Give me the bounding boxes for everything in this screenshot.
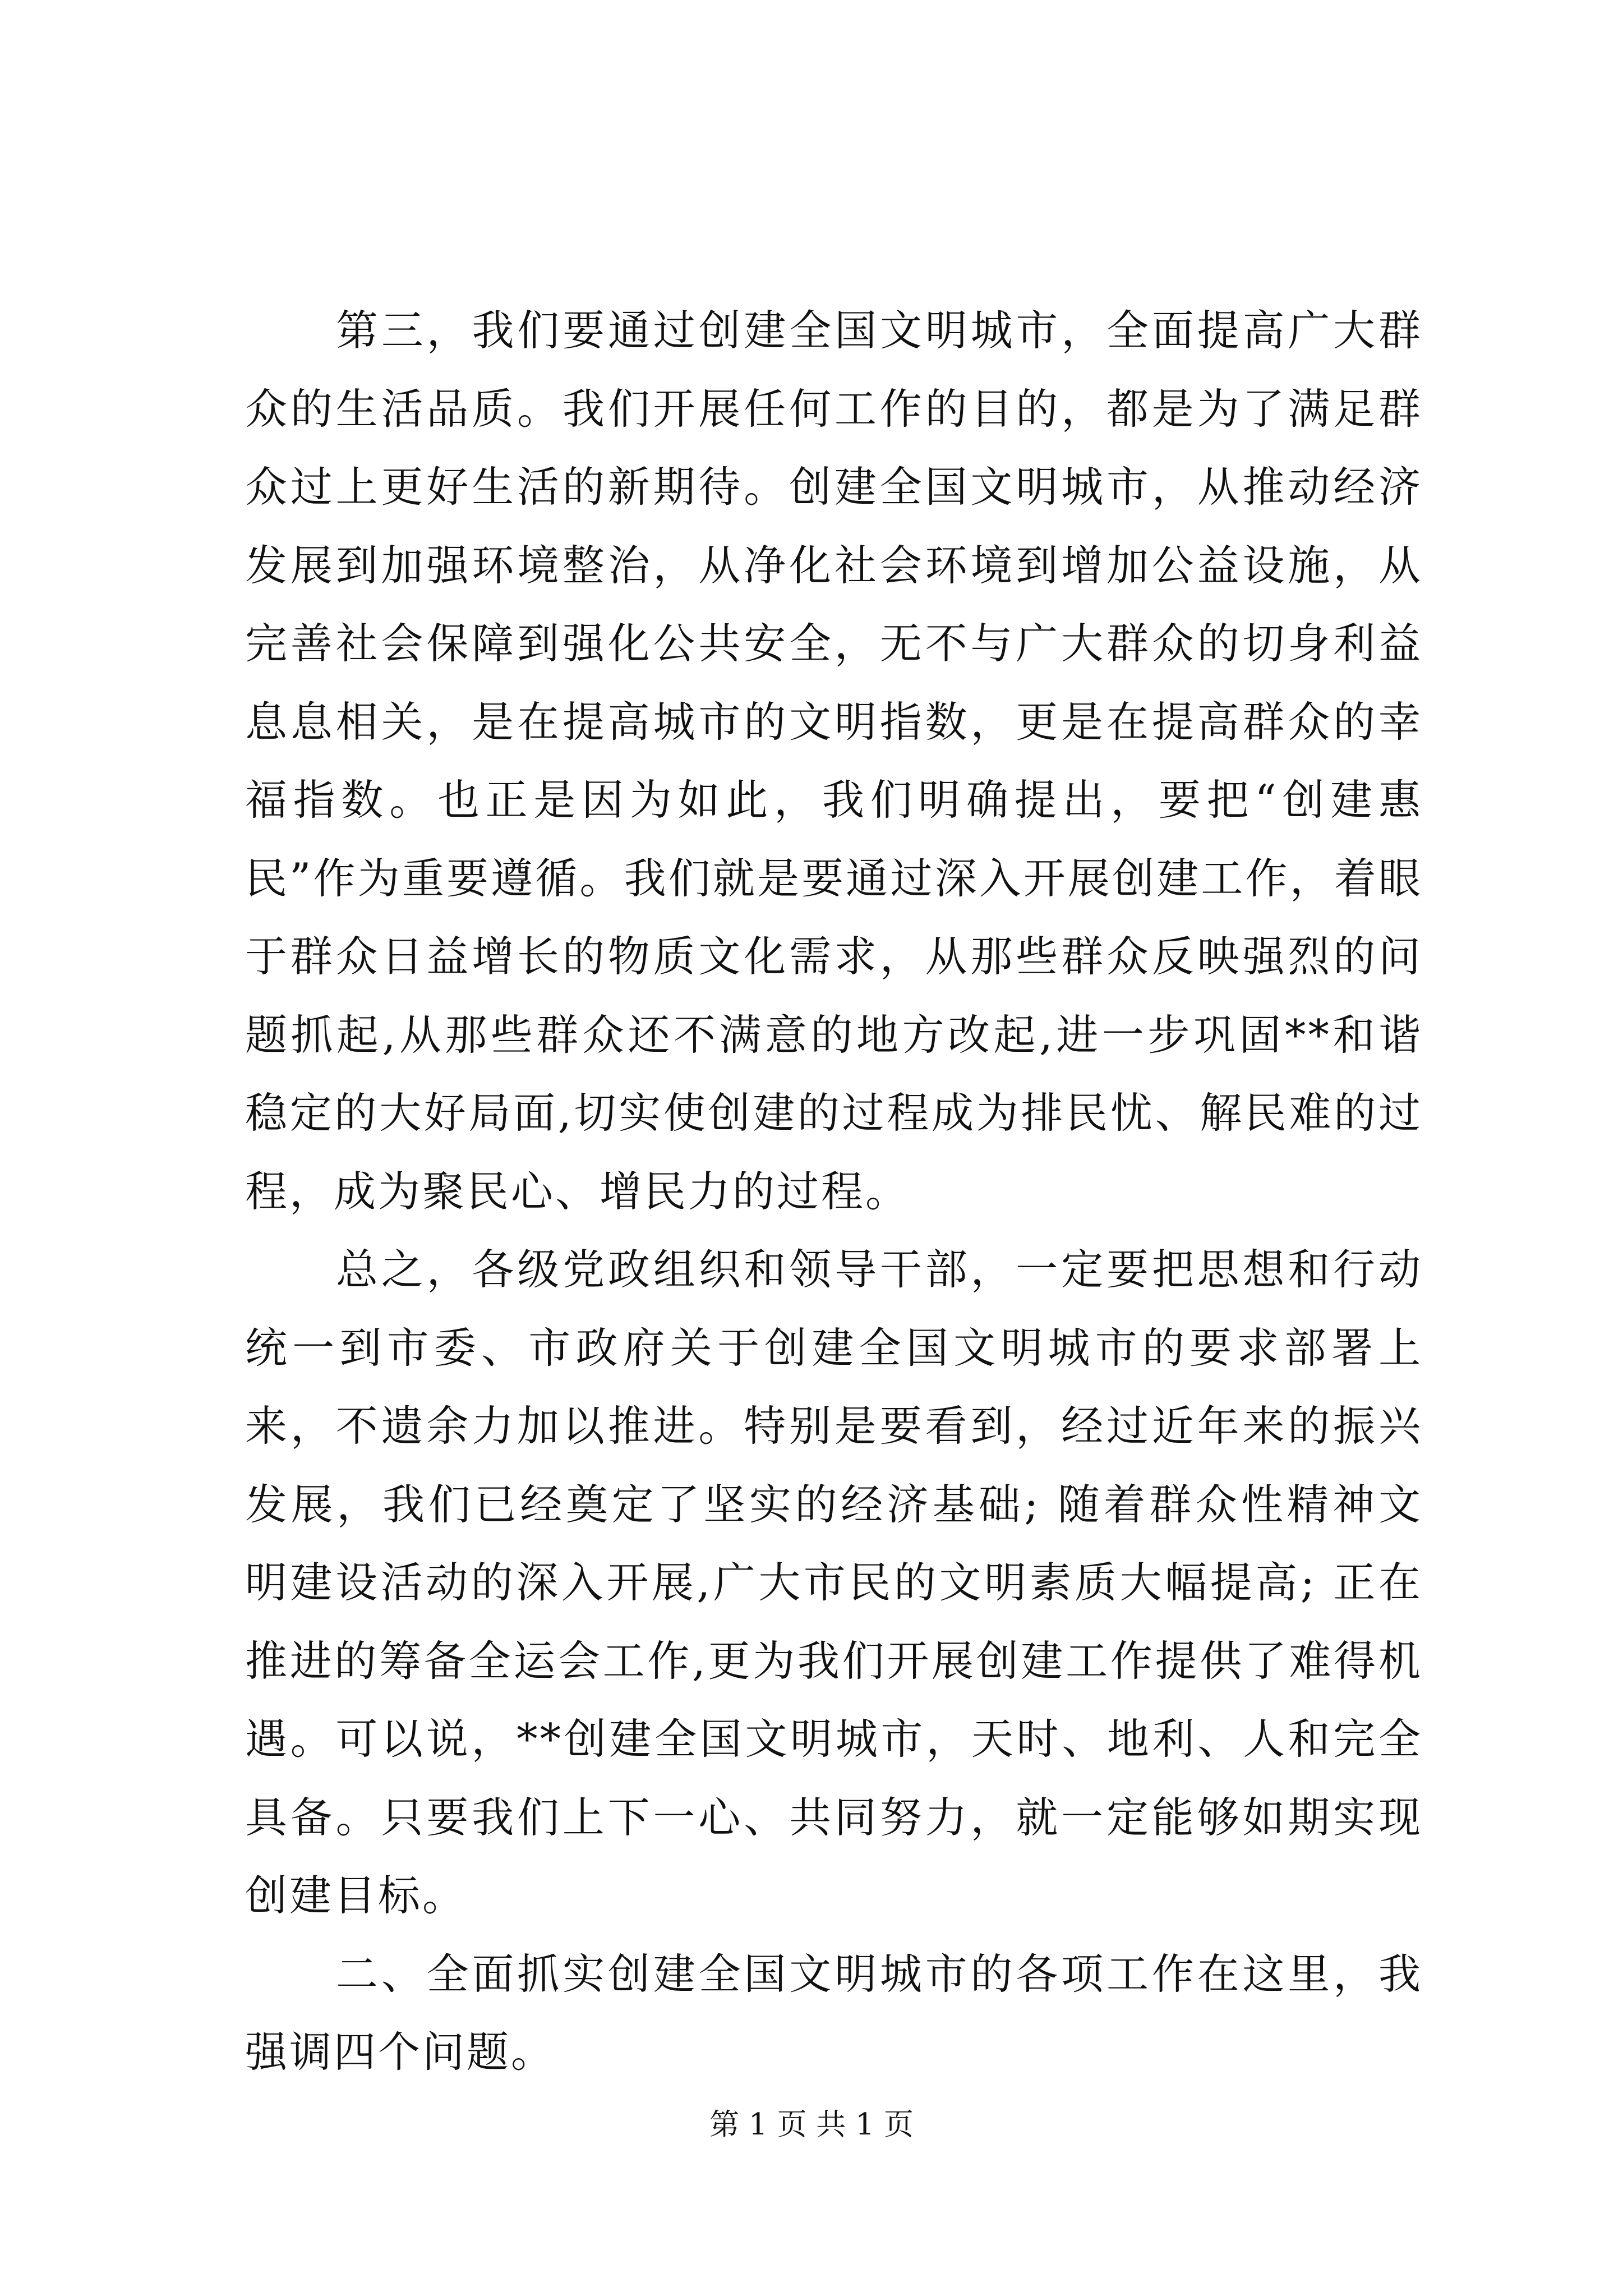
page-footer: 第 1 页 共 1 页 (709, 2108, 914, 2142)
document-body (245, 292, 1423, 2092)
paragraph-summary: 总之，各级党政组织和领导干部，一定要把思想和行动统一到市委、市政府关于创建全国文明城市的要求部署上来，不遗余力加以推进。特别是要看到，经过近年来的振兴发展，我们已经奠定了坚实的经济基础; 随着群众性精神文明建设活动的深入开展,广大市民的文明素质大幅提高; 正在推进的筹备全运会工作,更为我们开展创建工作提供了难得机遇。可以说，**创建全国文明城市，天时、地利、人和完全具备。只要我们上下一心、共同努力，就一定能够如期实现创建目标。 (245, 1245, 1423, 1920)
paragraph-section-two: 二、全面抓实创建全国文明城市的各项工作在这里，我强调四个问题。 (245, 1949, 1423, 2077)
paragraph-third-point: 第三，我们要通过创建全国文明城市，全面提高广大群众的生活品质。我们开展任何工作的目的，都是为了满足群众过上更好生活的新期待。创建全国文明城市，从推动经济发展到加强环境整治，从净化社会环境到增加公益设施，从完善社会保障到强化公共安全，无不与广大群众的切身利益息息相关，是在提高城市的文明指数，更是在提高群众的幸福指数。也正是因为如此，我们明确提出，要把“创建惠民”作为重要遵循。我们就是要通过深入开展创建工作，着眼于群众日益增长的物质文化需求，从那些群众反映强烈的问题抓起,从那些群众还不满意的地方改起,进一步巩固**和谐稳定的大好局面,切实使创建的过程成为排民忧、解民难的过程，成为聚民心、增民力的过程。 (245, 306, 1423, 1216)
